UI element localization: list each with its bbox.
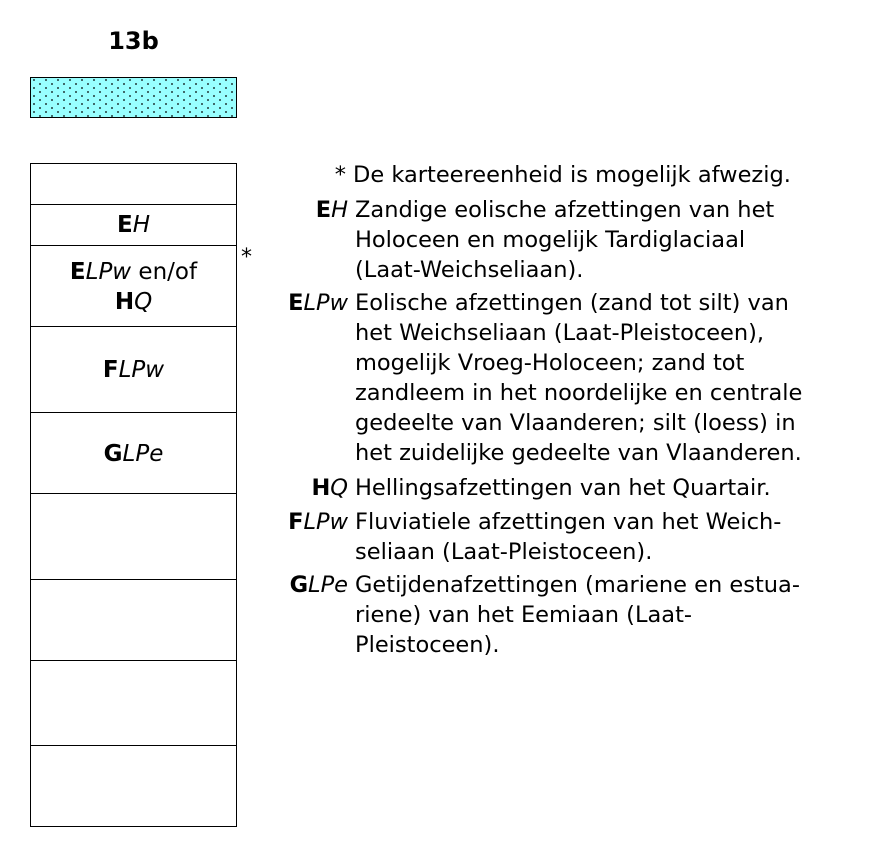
layer-GLPe-label: GLPe (103, 440, 164, 467)
legend-note-key: * (334, 162, 346, 188)
layer-FLPw-label: FLPw (102, 356, 165, 383)
column-title: 13b (108, 27, 159, 55)
legend-entry-EH-text: Zandige eolische afzettingen van het Holoceen en mogelijk Tardiglaciaal (Laat-Weichseliaan). (355, 197, 775, 283)
layer-EH-label: EH (116, 212, 150, 238)
legend-entry-GLPe-key: GLPe (289, 572, 348, 598)
legend-note-text: De karteereenheid is mogelijk afwezig. (353, 162, 791, 188)
legend-entry-ELPw-text: Eolische afzettingen (zand tot silt) van het Weichseliaan (Laat-Pleistoceen), mogelijk Vroeg-Holoceen; zand tot zandleem in het noordelijke en centrale gedeelte van Vlaanderen; silt (loess) in het zuidelijke gedeelte van Vlaanderen. (355, 290, 803, 466)
layer-FLPw (31, 326, 236, 412)
legend-entry-HQ-text: Hellingsafzettingen van het Quartair. (355, 475, 771, 501)
legend-entry-FLPw-text: Fluviatiele afzettingen van het Weich- seliaan (Laat-Pleistoceen). (355, 509, 782, 565)
legend-entry-HQ-key: HQ (311, 475, 348, 501)
legend-swatch-dotted-cyan (30, 77, 237, 118)
legend-entry-EH-key: EH (315, 197, 348, 223)
legend-entry-GLPe-text: Getijdenafzettingen (mariene en estua- riene) van het Eemiaan (Laat- Pleistoceen). (355, 572, 800, 658)
legend-entry-FLPw-key: FLPw (288, 509, 348, 535)
layer-ELPw-HQ-label: ELPw en/of HQ (69, 258, 198, 315)
absent-possible-asterisk: * (241, 245, 252, 270)
layer-empty-7 (31, 660, 236, 746)
legend-entry-ELPw-key: ELPw (288, 290, 348, 316)
layer-empty-8 (31, 745, 236, 827)
